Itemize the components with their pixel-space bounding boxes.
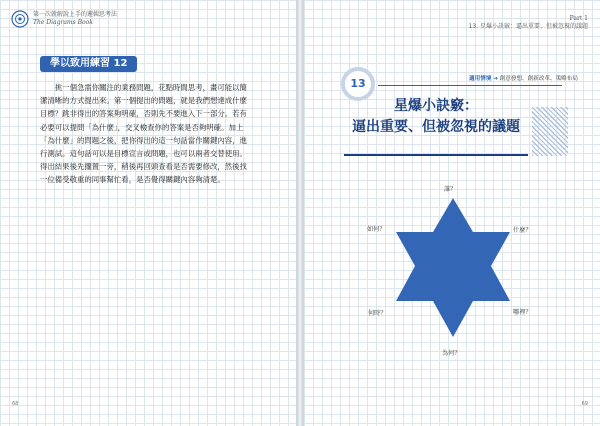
star-label-bottom: 為何？	[442, 350, 461, 357]
starburst-diagram	[304, 0, 600, 426]
body-line: 挑一個急需你關注的業務問題，花點時間思考，畫可能以簡	[40, 83, 247, 92]
section-title-line2: 逼出重要、但被忽視的議題	[352, 119, 520, 135]
part-label: Part 1	[569, 15, 588, 22]
apply-text: 創意發想、創新改革、策略布局	[499, 76, 578, 82]
star-shape	[396, 198, 510, 337]
body-line: 「為什麼」的問題之後，把你得出的這一句話當作關鍵內容，進	[40, 135, 247, 145]
book-title: 第一次就解說上手的邏輯思考法	[33, 11, 118, 18]
star-label-lower-left: 何時？	[368, 310, 387, 317]
left-running-header	[33, 11, 117, 27]
body-line: 必要可以提問「為什麼」，交叉檢查你的答案是否夠明確。加上	[40, 122, 244, 132]
apply-label: 適用情境	[469, 76, 492, 82]
page-number-left: 68	[12, 401, 19, 407]
star-label-top: 誰？	[444, 186, 457, 193]
arrow-right-icon: ➜	[493, 76, 498, 82]
star-label-upper-left: 如何？	[367, 226, 386, 233]
star-label-upper-right: 什麼？	[513, 227, 532, 234]
left-page	[0, 0, 297, 426]
exercise-body	[40, 81, 262, 187]
body-line: 一位備受敬重的同事幫忙看，是否覺得關鍵內容夠清楚。	[40, 175, 225, 185]
page-number-right: 69	[581, 401, 588, 407]
section-number: 13	[341, 67, 375, 101]
body-line: 潔清晰的方式提出來。第一個提出的問題，就是我們想達成什麼	[40, 96, 247, 106]
circle-emblem-icon	[11, 10, 29, 28]
book-subtitle: The Diagrams Book	[33, 19, 93, 26]
right-page	[303, 0, 600, 426]
chapter-label: 13. 星爆小訣竅：逼出重要、但被忽視的議題	[468, 23, 588, 30]
star-label-lower-right: 哪裡？	[513, 309, 532, 316]
body-line: 行測試。這句話可以是目標宣言或問題，也可以兩者交替使用。	[40, 149, 247, 159]
body-line: 目標？跳非得出的答案夠明確，否則先不要進入下一部分。若有	[40, 109, 247, 119]
section-title-line1: 星爆小訣竅：	[394, 98, 478, 114]
body-line: 得出結果後先擱置一旁，稍後再回頭查看是否需要修改，然後找	[40, 162, 247, 172]
exercise-badge: 學以致用練習 12	[40, 56, 137, 72]
